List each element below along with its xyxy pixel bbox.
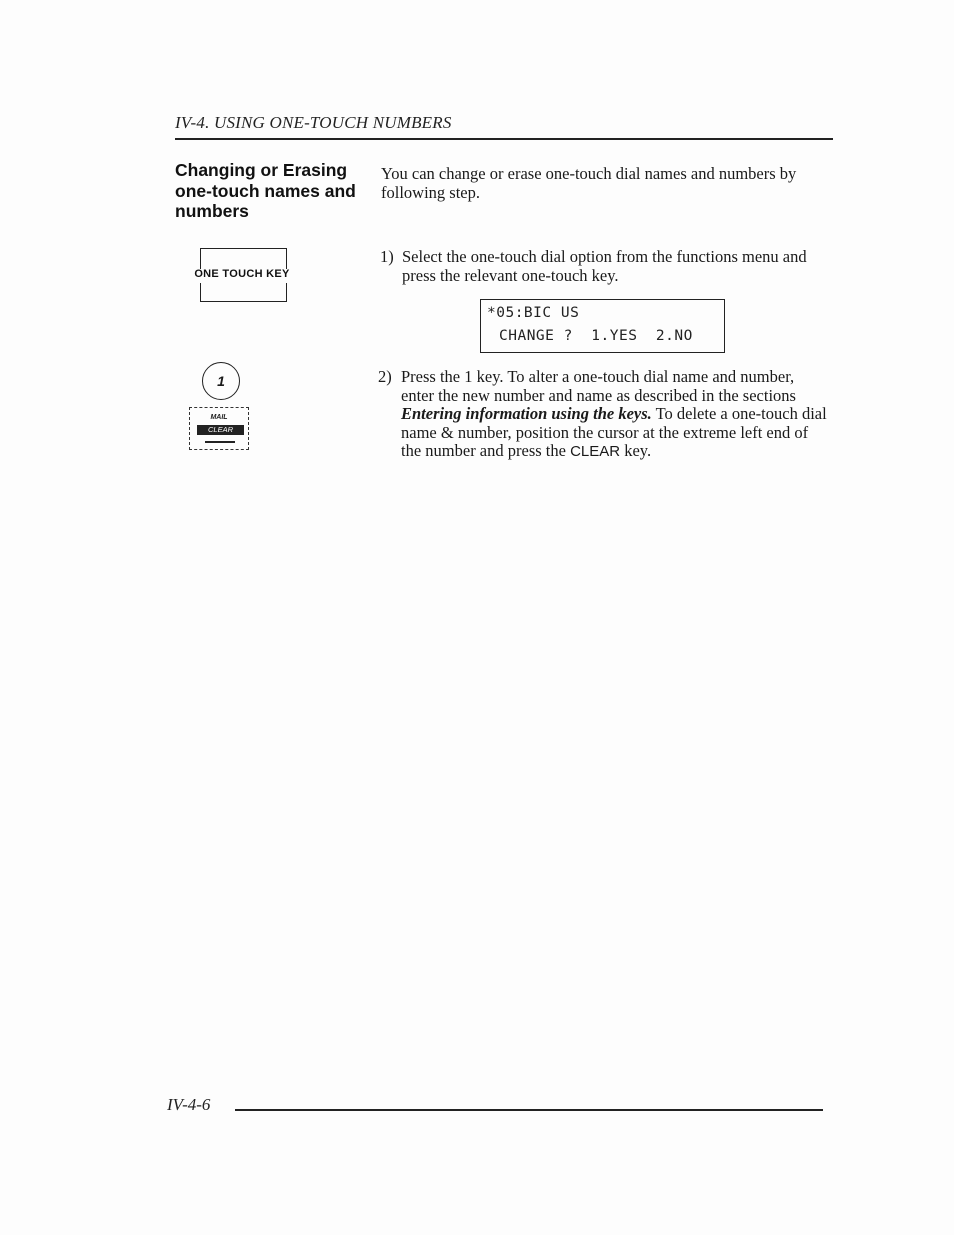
intro-paragraph: You can change or erase one-touch dial names and numbers by following step. bbox=[381, 164, 797, 202]
step-2 bbox=[378, 368, 834, 463]
number-key-1-icon: 1 bbox=[202, 362, 240, 400]
step-1-number: 1) bbox=[380, 247, 394, 266]
step-2-text-before: Press the 1 key. To alter a one-touch dial name and number, enter the new number and name as described in the sections bbox=[401, 367, 796, 405]
mail-label: MAIL bbox=[210, 414, 228, 421]
step-2-text bbox=[401, 368, 831, 462]
step-2-key-name: CLEAR bbox=[570, 443, 621, 460]
clear-label: CLEAR bbox=[197, 425, 244, 435]
step-2-text-after: key. bbox=[620, 441, 652, 460]
section-heading: Changing or Erasing one-touch names and numbers bbox=[175, 160, 356, 221]
running-header: IV-4. USING ONE-TOUCH NUMBERS bbox=[175, 113, 452, 132]
key-underline bbox=[205, 441, 235, 443]
step-2-number: 2) bbox=[378, 367, 392, 386]
page-number: IV-4-6 bbox=[167, 1095, 211, 1114]
lcd-line-2: CHANGE ? 1.YES 2.NO bbox=[499, 328, 693, 344]
footer-rule bbox=[235, 1109, 823, 1111]
step-1-text: Select the one-touch dial option from the functions menu and press the relevant one-touch key. bbox=[402, 247, 807, 285]
lcd-line-1: *05:BIC US bbox=[487, 305, 580, 321]
one-touch-key-frame-top bbox=[200, 248, 287, 269]
step-2-text-middle: To delete a one-touch dial name & number, position the cursor at the extreme left end of the number and press the bbox=[401, 404, 827, 460]
step-1 bbox=[380, 248, 834, 288]
mail-clear-key-icon bbox=[189, 407, 249, 450]
one-touch-key-label: ONE TOUCH KEY bbox=[194, 268, 290, 280]
step-2-emphasis: Entering information using the keys. bbox=[401, 404, 652, 423]
lcd-display bbox=[480, 299, 725, 353]
header-rule bbox=[175, 138, 833, 140]
one-touch-key-frame-bottom bbox=[200, 283, 287, 302]
